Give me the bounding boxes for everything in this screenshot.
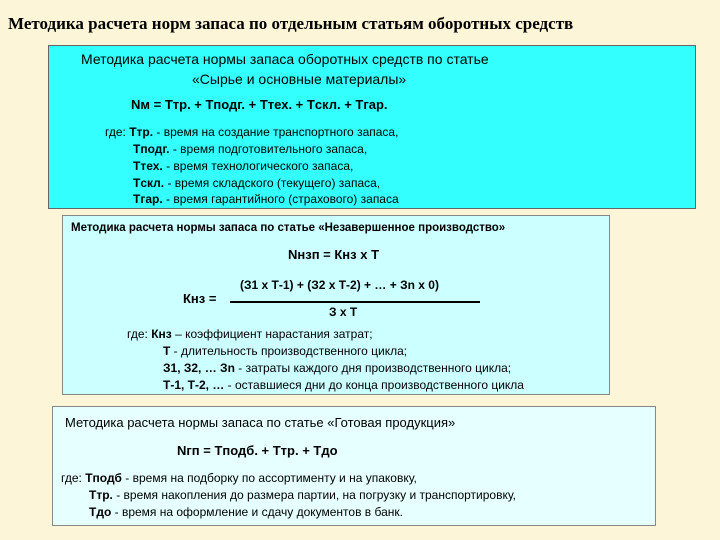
section1-title-line1: Методика расчета нормы запаса оборотных средств по статье — [81, 51, 489, 67]
definition-term: Tтр. — [89, 488, 113, 502]
definition-row — [105, 125, 398, 139]
definition-text: - время на подборку по ассортименту и на упаковку, — [121, 471, 417, 485]
definition-row — [89, 505, 403, 519]
definition-text: – коэффициент нарастания затрат; — [171, 327, 373, 341]
definition-text: - время подготовительного запаса, — [169, 142, 368, 156]
definition-text: - время на оформление и сдачу документов в банк. — [111, 505, 403, 519]
kn-label: Кнз = — [183, 291, 217, 306]
definition-prefix: где: — [127, 327, 152, 341]
definition-term: Tтех. — [133, 159, 163, 173]
definition-row — [163, 361, 511, 375]
definition-term: З1, З2, … Зn — [163, 361, 235, 375]
definition-term: Tдо — [89, 505, 112, 519]
section1-formula: Nм = Tтр. + Tподг. + Tтех. + Tскл. + Tгар. — [131, 97, 388, 112]
definition-text: - время технологического запаса, — [162, 159, 354, 173]
definition-row — [133, 176, 380, 190]
definition-term: Tгар. — [133, 192, 163, 206]
definition-row — [133, 192, 399, 206]
section2-title: Методика расчета нормы запаса по статье «Незавершенное производство» — [71, 222, 506, 234]
definition-text: - время накопления до размера партии, на погрузку и транспортировку, — [112, 488, 516, 502]
fraction-numerator: (З1 х Т-1) + (З2 х Т-2) + … + Зn х 0) — [240, 278, 439, 292]
definition-text: - время складского (текущего) запаса, — [164, 176, 381, 190]
finished-goods-section — [52, 406, 656, 526]
definition-term: Tтр. — [129, 125, 154, 139]
definition-row — [61, 471, 417, 485]
section1-title-line2: «Сырье и основные материалы» — [192, 71, 407, 87]
definition-term: Tподг. — [133, 142, 170, 156]
definition-row — [133, 142, 367, 156]
section3-title: Методика расчета нормы запаса по статье «Готовая продукция» — [65, 415, 456, 430]
definition-text: - длительность производственного цикла; — [170, 344, 408, 358]
definition-row — [89, 488, 516, 502]
definition-row — [163, 378, 524, 392]
fraction-line — [230, 301, 480, 303]
fraction-denominator: З х Т — [329, 305, 358, 319]
definition-term: Кнз — [151, 327, 172, 341]
definition-row — [127, 327, 373, 341]
wip-section — [62, 215, 610, 395]
definition-term: Т-1, Т-2, … — [163, 378, 225, 392]
definition-row — [133, 159, 353, 173]
raw-materials-section — [48, 45, 696, 209]
definition-term: Tподб — [85, 471, 122, 485]
definition-term: Tскл. — [133, 176, 165, 190]
definition-text: - оставшиеся дни до конца производственного цикла — [224, 378, 524, 392]
definition-term: Т — [163, 344, 171, 358]
section3-formula: Nгп = Tподб. + Tтр. + Tдо — [177, 443, 338, 458]
definition-prefix: где: — [61, 471, 86, 485]
definition-text: - затраты каждого дня производственного цикла; — [234, 361, 512, 375]
definition-row — [163, 344, 407, 358]
section2-formula: Nнзп = Кнз х Т — [288, 247, 380, 262]
definition-text: - время на создание транспортного запаса, — [153, 125, 399, 139]
page-title: Методика расчета норм запаса по отдельным статьям оборотных средств — [8, 14, 574, 33]
definition-prefix: где: — [105, 125, 130, 139]
definition-text: - время гарантийного (страхового) запаса — [162, 192, 399, 206]
